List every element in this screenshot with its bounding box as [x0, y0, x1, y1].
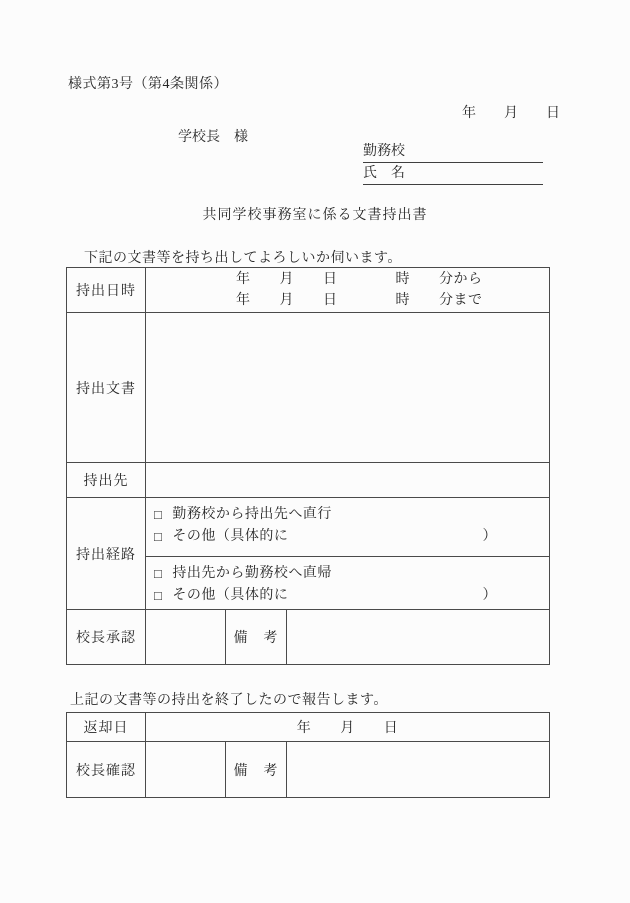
approval-remarks-input-area[interactable]: [286, 610, 549, 664]
report-table: [66, 712, 550, 798]
route-return-other-option: [154, 585, 549, 607]
request-intro: 下記の文書等を持ち出してよろしいか伺います。: [84, 251, 402, 266]
takeout-route-options: [145, 498, 549, 609]
principal-approval-stamp-area[interactable]: [145, 610, 225, 664]
report-intro: 上記の文書等の持出を終了したので報告します。: [70, 693, 388, 708]
confirmation-remarks-input-area[interactable]: [286, 742, 549, 797]
route-return-other-close-paren: ）: [482, 588, 497, 603]
route-outbound-other-label: その他（具体的に: [172, 529, 289, 544]
takeout-documents-label: 持出文書: [76, 381, 136, 397]
principal-approval-label: 校長承認: [76, 631, 136, 646]
route-return-direct-label: 持出先から勤務校へ直帰: [172, 566, 332, 581]
datetime-from-line: 年 月 日 時 分から: [236, 272, 483, 287]
route-outbound-other-close-paren: ）: [482, 529, 497, 544]
row-takeout-destination: [67, 462, 549, 497]
route-return-direct-option: [154, 563, 549, 585]
takeout-route-label: 持出経路: [76, 547, 136, 563]
datetime-to-line: 年 月 日 時 分まで: [236, 293, 483, 308]
route-outbound-direct-option: [154, 504, 549, 526]
row-principal-approval: [67, 609, 549, 664]
row-takeout-datetime: [67, 268, 549, 312]
checkbox-return-other-icon[interactable]: □: [154, 588, 163, 603]
name-label: 氏 名: [363, 166, 405, 181]
request-table: [66, 267, 550, 665]
return-date-line: 年 月 日: [296, 721, 399, 736]
takeout-destination-input-area[interactable]: [145, 463, 549, 497]
form-number: 様式第3号（第4条関係）: [68, 77, 228, 92]
takeout-destination-label: 持出先: [83, 474, 129, 489]
approval-remarks-label: 備 考: [225, 610, 286, 664]
row-takeout-documents: [67, 312, 549, 462]
confirmation-remarks-label: 備 考: [225, 742, 286, 797]
row-takeout-route: [67, 497, 549, 609]
route-return-group: [146, 556, 549, 609]
header-date-line: 年 月 日: [462, 106, 560, 121]
row-return-date: [67, 713, 549, 741]
takeout-documents-input-area[interactable]: [145, 313, 549, 462]
principal-confirmation-label: 校長確認: [76, 763, 136, 779]
route-outbound-group: [146, 498, 549, 556]
route-outbound-direct-label: 勤務校から持出先へ直行: [172, 507, 332, 522]
return-date-input-area[interactable]: [145, 713, 549, 741]
return-date-label: 返却日: [83, 721, 129, 736]
addressee-line: 学校長 様: [178, 130, 248, 145]
workplace-label: 勤務校: [363, 144, 405, 159]
route-return-other-label: その他（具体的に: [172, 588, 289, 603]
name-field[interactable]: [363, 166, 543, 185]
takeout-datetime-input-area[interactable]: [145, 268, 549, 312]
principal-confirmation-stamp-area[interactable]: [145, 742, 225, 797]
checkbox-outbound-direct-icon[interactable]: □: [154, 507, 163, 522]
checkbox-outbound-other-icon[interactable]: □: [154, 529, 163, 544]
takeout-datetime-label: 持出日時: [76, 284, 136, 299]
row-principal-confirmation: [67, 741, 549, 797]
workplace-field[interactable]: [363, 144, 543, 163]
document-title: 共同学校事務室に係る文書持出書: [202, 208, 428, 223]
checkbox-return-direct-icon[interactable]: □: [154, 566, 163, 581]
route-outbound-other-option: [154, 526, 549, 548]
